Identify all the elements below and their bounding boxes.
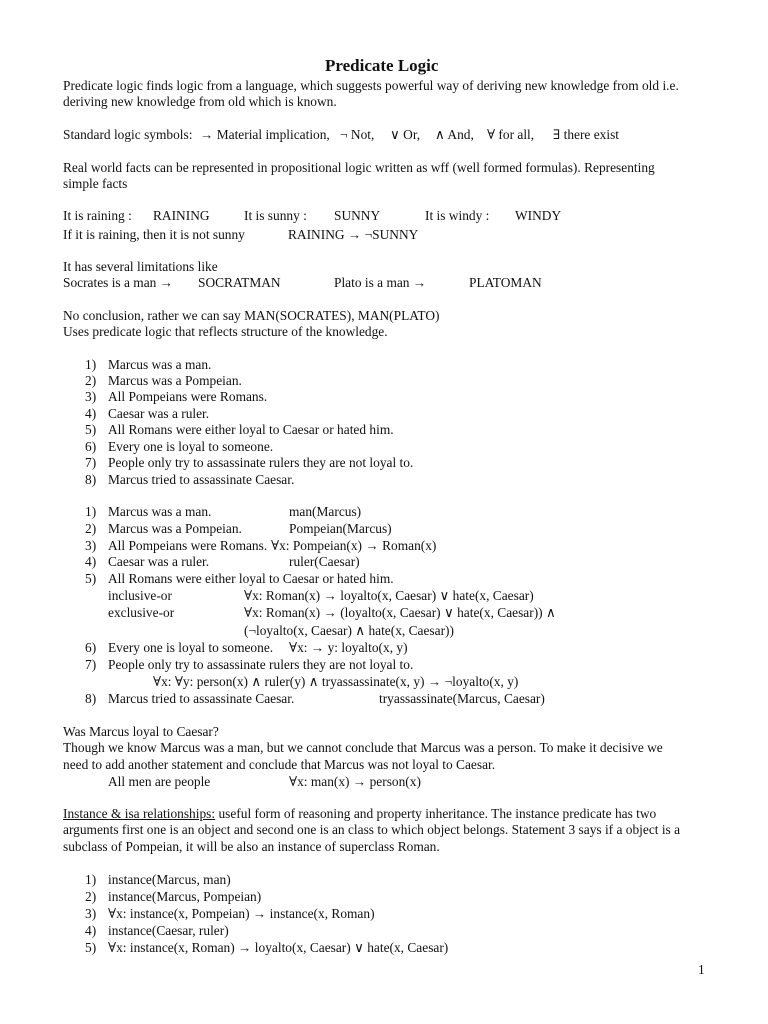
- exclusive-or-label: exclusive-or: [108, 605, 175, 620]
- list1-item-8: Marcus tried to assassinate Caesar.: [108, 472, 295, 487]
- list1-item-6: Every one is loyal to someone.: [108, 439, 274, 454]
- list1-item-3: All Pompeians were Romans.: [108, 389, 268, 404]
- fact-windy-value: WINDY: [515, 208, 562, 223]
- list2-item-8: Marcus tried to assassinate Caesar.: [108, 691, 295, 706]
- list3-num-4: 4): [85, 923, 97, 938]
- list3-num-3: 3): [85, 906, 97, 921]
- fact-sunny-label: It is sunny :: [244, 208, 307, 223]
- symbols-label: Standard logic symbols:: [63, 127, 193, 142]
- list1-num-8: 8): [85, 472, 97, 487]
- men-people-label: All men are people: [108, 774, 211, 789]
- list1-num-2: 2): [85, 373, 97, 388]
- list2-num-7: 7): [85, 657, 97, 672]
- fact-ifrain-label: If it is raining, then it is not sunny: [63, 227, 245, 242]
- list2-num-4: 4): [85, 554, 97, 569]
- instance-text-1: useful form of reasoning and property inheritance. The instance predicate has two: [215, 806, 657, 821]
- inclusive-or-formula: ∀x: Roman(x) → loyalto(x, Caesar) ∨ hate(x, Caesar): [244, 588, 534, 603]
- fact-raining-value: RAINING: [153, 208, 210, 223]
- list1-item-7: People only try to assassinate rulers they are not loyal to.: [108, 455, 414, 470]
- symbol-and: ∧ And,: [435, 127, 474, 142]
- exclusive-or-formula-cont: (¬loyalto(x, Caesar) ∧ hate(x, Caesar)): [244, 623, 454, 638]
- list1-item-4: Caesar was a ruler.: [108, 406, 210, 421]
- question-para-1: Though we know Marcus was a man, but we cannot conclude that Marcus was a person. To make it decisive we: [63, 740, 663, 755]
- list3-num-1: 1): [85, 872, 97, 887]
- list2-formula-7: ∀x: ∀y: person(x) ∧ ruler(y) ∧ tryassassinate(x, y) → ¬loyalto(x, y): [153, 674, 519, 689]
- plato-label: Plato is a man →: [334, 275, 427, 290]
- socrates-value: SOCRATMAN: [198, 275, 281, 290]
- symbol-exists: ∃ there exist: [553, 127, 620, 142]
- question-heading: Was Marcus loyal to Caesar?: [63, 724, 219, 739]
- list2-num-1: 1): [85, 504, 97, 519]
- list3-item-5: ∀x: instance(x, Roman) → loyalto(x, Caesar) ∨ hate(x, Caesar): [108, 940, 449, 955]
- list1-num-1: 1): [85, 357, 97, 372]
- socrates-label: Socrates is a man →: [63, 275, 174, 290]
- conclusion-line-2: Uses predicate logic that reflects structure of the knowledge.: [63, 324, 388, 339]
- list3-item-1: instance(Marcus, man): [108, 872, 231, 887]
- fact-windy-label: It is windy :: [425, 208, 490, 223]
- realworld-line-1: Real world facts can be represented in propositional logic written as wff (well formed formulas). Representing: [63, 160, 655, 175]
- list2-item-5: All Romans were either loyal to Caesar or hated him.: [108, 571, 394, 586]
- list2-item-6: Every one is loyal to someone.: [108, 640, 274, 655]
- exclusive-or-formula: ∀x: Roman(x) → (loyalto(x, Caesar) ∨ hate(x, Caesar)) ∧: [244, 605, 556, 620]
- symbol-forall: ∀ for all,: [487, 127, 535, 142]
- list2-formula-3: ∀x: Pompeian(x) → Roman(x): [271, 538, 437, 553]
- list2-num-8: 8): [85, 691, 97, 706]
- fact-sunny-value: SUNNY: [334, 208, 381, 223]
- intro-line-1: Predicate logic finds logic from a language, which suggests powerful way of deriving new knowledge from old i.e.: [63, 78, 679, 93]
- list1-item-5: All Romans were either loyal to Caesar or hated him.: [108, 422, 394, 437]
- list2-formula-4: ruler(Caesar): [289, 554, 360, 569]
- list1-num-6: 6): [85, 439, 97, 454]
- list2-item-2: Marcus was a Pompeian.: [108, 521, 242, 536]
- fact-ifrain-value: RAINING → ¬SUNNY: [288, 227, 419, 242]
- list2-formula-1: man(Marcus): [289, 504, 362, 519]
- symbol-implication: → Material implication,: [200, 127, 330, 142]
- list1-num-5: 5): [85, 422, 97, 437]
- list3-item-3: ∀x: instance(x, Pompeian) → instance(x, Roman): [108, 906, 375, 921]
- list3-num-5: 5): [85, 940, 97, 955]
- list1-num-7: 7): [85, 455, 97, 470]
- list2-formula-6: ∀x: → y: loyalto(x, y): [289, 640, 408, 655]
- list1-num-3: 3): [85, 389, 97, 404]
- list2-item-7: People only try to assassinate rulers they are not loyal to.: [108, 657, 414, 672]
- list2-item-4: Caesar was a ruler.: [108, 554, 210, 569]
- inclusive-or-label: inclusive-or: [108, 588, 172, 603]
- list1-item-1: Marcus was a man.: [108, 357, 212, 372]
- list3-num-2: 2): [85, 889, 97, 904]
- fact-raining-label: It is raining :: [63, 208, 132, 223]
- page-title: Predicate Logic: [325, 56, 439, 75]
- list3-item-2: instance(Marcus, Pompeian): [108, 889, 262, 904]
- symbol-or: ∨ Or,: [390, 127, 421, 142]
- instance-heading: Instance & isa relationships:: [63, 806, 216, 821]
- instance-paragraph-line-3: subclass of Pompeian, it will be also an instance of superclass Roman.: [63, 839, 440, 854]
- instance-paragraph-line-1: [63, 806, 656, 822]
- list1-num-4: 4): [85, 406, 97, 421]
- list2-num-6: 6): [85, 640, 97, 655]
- men-people-formula: ∀x: man(x) → person(x): [289, 774, 421, 789]
- symbol-not: ¬ Not,: [340, 127, 375, 142]
- list2-item-3: All Pompeians were Romans.: [108, 538, 268, 553]
- list1-item-2: Marcus was a Pompeian.: [108, 373, 242, 388]
- page-number: 1: [698, 962, 705, 977]
- list2-num-5: 5): [85, 571, 97, 586]
- conclusion-line-1: No conclusion, rather we can say MAN(SOCRATES), MAN(PLATO): [63, 308, 440, 323]
- list3-item-4: instance(Caesar, ruler): [108, 923, 229, 938]
- realworld-line-2: simple facts: [63, 176, 128, 191]
- instance-paragraph-line-2: arguments first one is an object and second one is an class to which object belongs. Statement 3 says if a object is a: [63, 822, 681, 837]
- intro-line-2: deriving new knowledge from old which is known.: [63, 94, 337, 109]
- list2-num-3: 3): [85, 538, 97, 553]
- limitations-line: It has several limitations like: [63, 259, 218, 274]
- plato-value: PLATOMAN: [469, 275, 542, 290]
- list2-item-1: Marcus was a man.: [108, 504, 212, 519]
- list2-formula-8: tryassassinate(Marcus, Caesar): [379, 691, 545, 706]
- question-para-2: need to add another statement and conclude that Marcus was not loyal to Caesar.: [63, 757, 496, 772]
- list2-formula-2: Pompeian(Marcus): [289, 521, 392, 536]
- list2-num-2: 2): [85, 521, 97, 536]
